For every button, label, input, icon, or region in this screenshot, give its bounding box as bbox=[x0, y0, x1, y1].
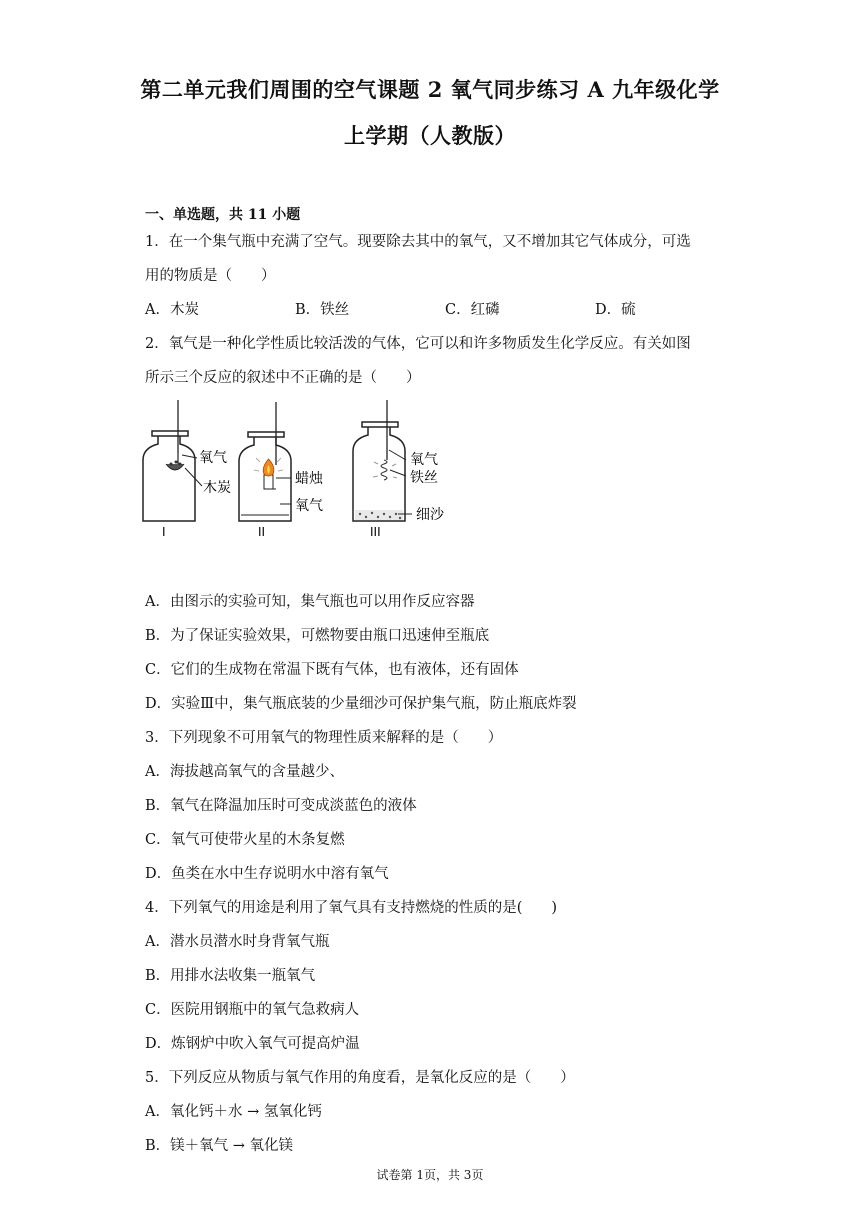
question-4-line-1: 4．下列氧气的用途是利用了氧气具有支持燃烧的性质的是( ) bbox=[145, 900, 558, 916]
bottle-i-numeral: I bbox=[162, 525, 166, 539]
question-1-option-a: A．木炭 bbox=[145, 302, 199, 318]
question-2-line-1: 2．氧气是一种化学性质比较活泼的气体，它可以和许多物质发生化学反应。有关如图 bbox=[145, 336, 691, 352]
question-1-line-2: 用的物质是（ ） bbox=[145, 268, 276, 284]
question-4-option-a: A．潜水员潜水时身背氧气瓶 bbox=[145, 934, 330, 950]
page-footer: 试卷第 1页，共 3页 bbox=[376, 1168, 484, 1182]
question-3-option-a: A．海拔越高氧气的含量越少、 bbox=[145, 764, 344, 780]
question-4-option-b: B．用排水法收集一瓶氧气 bbox=[145, 968, 316, 984]
question-4-option-c: C．医院用钢瓶中的氧气急救病人 bbox=[145, 1002, 360, 1018]
question-2-line-2: 所示三个反应的叙述中不正确的是（ ） bbox=[145, 370, 421, 386]
question-3-line-1: 3．下列现象不可用氧气的物理性质来解释的是（ ） bbox=[145, 730, 503, 746]
bottle-ii-numeral: II bbox=[258, 525, 266, 539]
question-5-option-b: B．镁＋氧气 → 氧化镁 bbox=[145, 1138, 294, 1154]
question-1-option-c: C．红磷 bbox=[445, 302, 500, 318]
question-2-option-d: D．实验Ⅲ中，集气瓶底装的少量细沙可保护集气瓶，防止瓶底炸裂 bbox=[145, 696, 577, 712]
question-2-option-c: C．它们的生成物在常温下既有气体，也有液体，还有固体 bbox=[145, 662, 519, 678]
question-1-line-1: 1．在一个集气瓶中充满了空气。现要除去其中的氧气，又不增加其它气体成分，可选 bbox=[145, 234, 691, 250]
bottle-ii-fuel-label: 蜡烛 bbox=[295, 471, 323, 487]
bottle-i-fuel-label: 木炭 bbox=[203, 480, 231, 496]
bottle-i-gas-label: 氧气 bbox=[199, 450, 227, 466]
experiment-figure bbox=[140, 398, 460, 550]
question-2-option-b: B．为了保证实验效果，可燃物要由瓶口迅速伸至瓶底 bbox=[145, 628, 490, 644]
section-heading: 一、单选题，共 11 小题 bbox=[145, 207, 301, 223]
bottle-iii-gas-label: 氧气 bbox=[410, 452, 438, 468]
bottle-ii bbox=[239, 402, 324, 539]
page-title-line-1: 第二单元我们周围的空气课题 2 氧气同步练习 A 九年级化学 bbox=[140, 77, 720, 102]
bottle-iii-numeral: III bbox=[370, 525, 381, 539]
bottle-iii-fuel-label: 铁丝 bbox=[410, 470, 438, 486]
bottle-iii bbox=[353, 400, 445, 539]
question-2-option-a: A．由图示的实验可知，集气瓶也可以用作反应容器 bbox=[145, 594, 475, 610]
question-5-option-a: A．氧化钙＋水 → 氢氧化钙 bbox=[145, 1104, 322, 1120]
question-1-option-b: B．铁丝 bbox=[295, 302, 350, 318]
question-3-option-d: D．鱼类在水中生存说明水中溶有氧气 bbox=[145, 866, 389, 882]
question-4-option-d: D．炼钢炉中吹入氧气可提高炉温 bbox=[145, 1036, 360, 1052]
question-5-line-1: 5．下列反应从物质与氧气作用的角度看，是氧化反应的是（ ） bbox=[145, 1070, 575, 1086]
bottle-i bbox=[143, 400, 231, 539]
question-1-option-d: D．硫 bbox=[595, 302, 636, 318]
page-title-line-2: 上学期（人教版） bbox=[344, 123, 516, 148]
question-3-option-c: C．氧气可使带火星的木条复燃 bbox=[145, 832, 345, 848]
bottle-iii-sand-label: 细沙 bbox=[416, 507, 444, 523]
bottle-ii-gas-label: 氧气 bbox=[295, 498, 323, 514]
question-3-option-b: B．氧气在降温加压时可变成淡蓝色的液体 bbox=[145, 798, 417, 814]
